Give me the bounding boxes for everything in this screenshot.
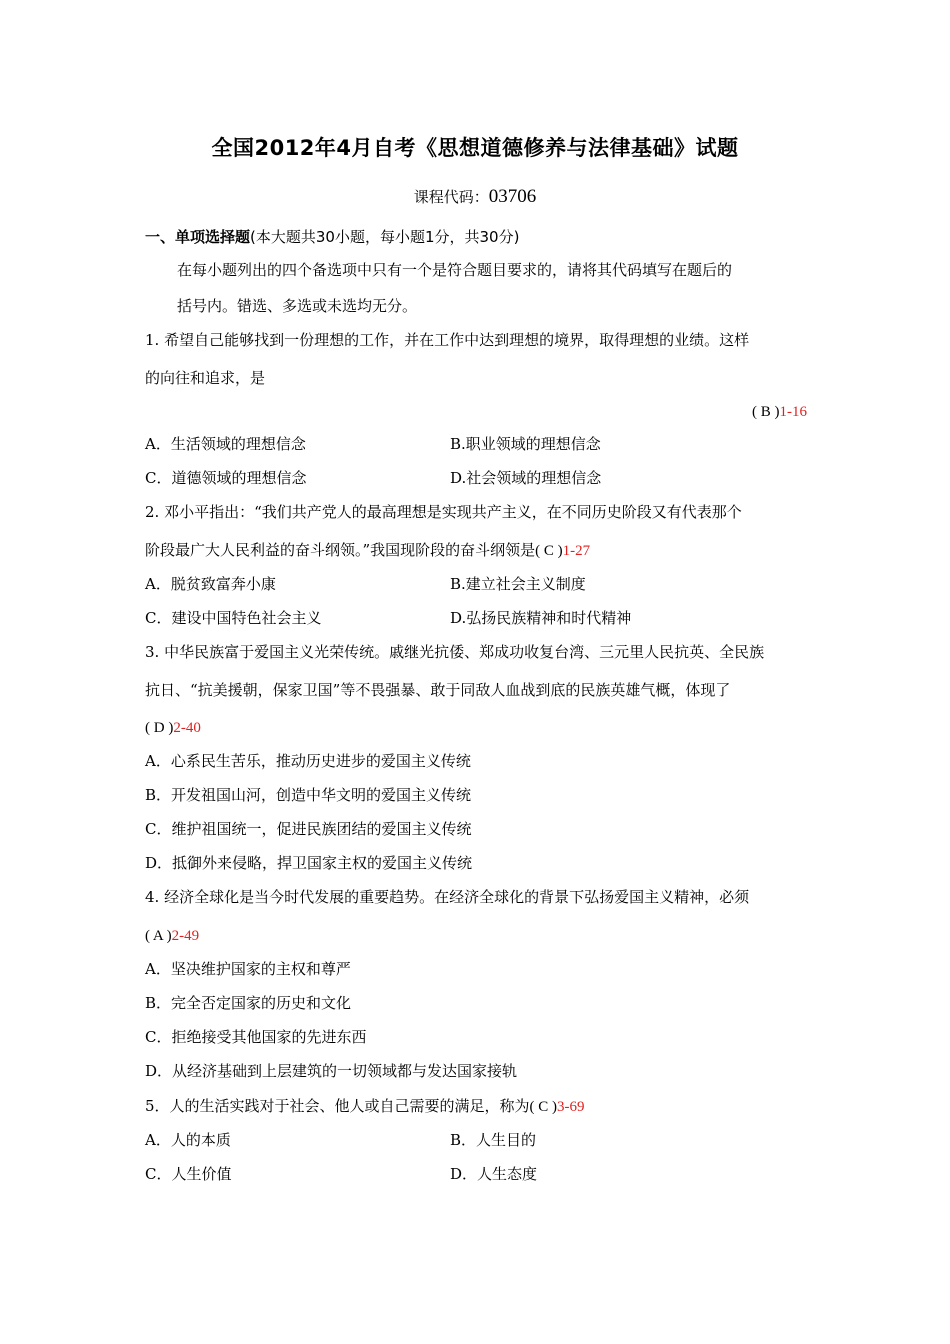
question-3-stem-line2: 抗日、“抗美援朝，保家卫国”等不畏强暴、敢于同敌人血战到底的民族英雄气概，体现了 [145,681,731,699]
question-2-stem-line1: 2. 邓小平指出：“我们共产党人的最高理想是实现共产主义，在不同历史阶段又有代表那个 [145,503,742,521]
question-3-option-a: A．心系民生苦乐，推动历史进步的爱国主义传统 [145,752,471,770]
question-4-answer [145,925,199,946]
question-4-option-a: A．坚决维护国家的主权和尊严 [145,960,351,978]
question-5-option-d: D．人生态度 [450,1165,538,1183]
question-1-reference: 1-16 [779,404,807,420]
course-code-label: 课程代码： [413,188,489,206]
exam-title: 全国2012年4月自考《思想道德修养与法律基础》试题 [211,136,739,160]
question-4-stem-line1: 4. 经济全球化是当今时代发展的重要趋势。在经济全球化的背景下弘扬爱国主义精神，必须 [145,888,750,906]
question-1-stem-line1: 1. 希望自己能够找到一份理想的工作，并在工作中达到理想的境界，取得理想的业绩。这样 [145,331,750,349]
section-heading-title: 一、单项选择题 [145,228,251,246]
question-3-option-b: B．开发祖国山河，创造中华文明的爱国主义传统 [145,786,472,804]
question-2-option-d: D.弘扬民族精神和时代精神 [450,609,632,627]
section-heading-note: (本大题共30小题，每小题1分，共30分) [250,228,520,246]
question-1-option-a: A．生活领域的理想信念 [145,435,306,453]
question-5-reference: 3-69 [557,1099,585,1115]
question-2-option-b: B.建立社会主义制度 [450,575,586,593]
course-code-number: 03706 [488,186,537,207]
question-5-option-c: C．人生价值 [145,1165,232,1183]
question-2-reference: 1-27 [562,543,591,559]
section-instruction-line1: 在每小题列出的四个备选项中只有一个是符合题目要求的，请将其代码填写在题后的 [177,261,733,279]
question-5-answer-bracket: ( C ) [529,1099,558,1115]
question-1-option-c: C．道德领域的理想信念 [145,469,307,487]
question-1-answer [752,401,807,422]
question-3-reference: 2-40 [173,720,201,736]
question-3-answer-bracket: ( D ) [145,720,174,736]
question-4-option-d: D．从经济基础到上层建筑的一切领域都与发达国家接轨 [145,1062,518,1080]
question-1-option-b: B.职业领域的理想信念 [450,435,601,453]
course-code [0,186,950,208]
question-4-option-c: C．拒绝接受其他国家的先进东西 [145,1028,367,1046]
question-5-option-a: A．人的本质 [145,1131,231,1149]
section-instruction-line2: 括号内。错选、多选或未选均无分。 [177,297,418,315]
question-3-answer [145,717,201,738]
question-5-option-b: B．人生目的 [450,1131,537,1149]
question-3-option-d: D．抵御外来侵略，捍卫国家主权的爱国主义传统 [145,854,473,872]
question-2-option-c: C．建设中国特色社会主义 [145,609,322,627]
question-2-stem-line2: 阶段最广大人民利益的奋斗纲领。”我国现阶段的奋斗纲领是 [145,541,536,559]
question-3-stem-line1: 3. 中华民族富于爱国主义光荣传统。戚继光抗倭、郑成功收复台湾、三元里人民抗英、全民族 [145,643,765,661]
question-1-answer-bracket: ( B ) [752,404,780,420]
question-4-option-b: B．完全否定国家的历史和文化 [145,994,352,1012]
question-1-stem-line2: 的向往和追求，是 [145,369,266,387]
question-5-stem-wrap [145,1096,585,1117]
question-4-answer-bracket: ( A ) [145,928,172,944]
question-2-stem-line2-wrap [145,540,590,561]
question-5-stem-line1: 5．人的生活实践对于社会、他人或自己需要的满足，称为 [145,1097,530,1115]
section-heading [145,227,519,247]
question-4-reference: 2-49 [171,928,200,944]
question-1-option-d: D.社会领域的理想信念 [450,469,602,487]
question-2-answer-bracket: ( C ) [535,543,563,559]
question-3-option-c: C．维护祖国统一，促进民族团结的爱国主义传统 [145,820,472,838]
question-2-option-a: A．脱贫致富奔小康 [145,575,276,593]
